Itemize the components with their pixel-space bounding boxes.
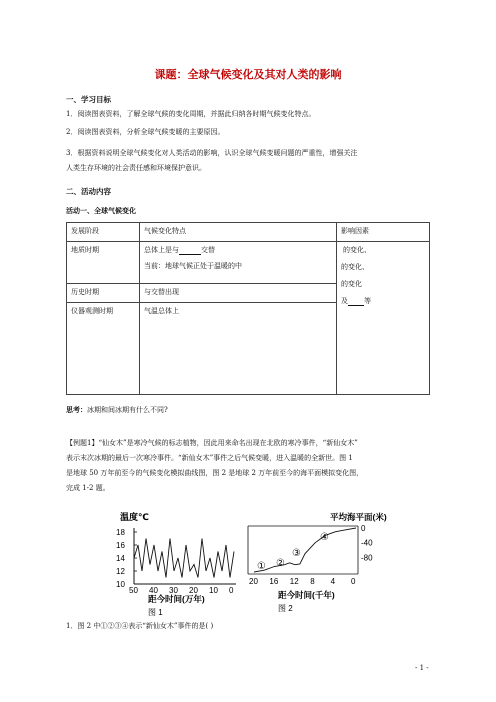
- table-cell-feature: 与交替出现: [140, 284, 337, 303]
- table-header-cell: 影响因素: [337, 223, 430, 242]
- fig2-ytick-label: -80: [361, 553, 373, 563]
- table-header-cell: 气候变化特点: [140, 223, 337, 242]
- fig1-xtick-label: 50: [129, 586, 138, 595]
- figure-1-chart: [114, 508, 244, 618]
- feature-text: 总体上是与: [144, 246, 179, 254]
- example-line: 表示末次冰期的最后一次寒冷事件。“新仙女木”事件之后气候变暖，进入温暖的全新世。图 1: [66, 454, 353, 462]
- factor-text: 及: [341, 297, 348, 305]
- example-text: [66, 436, 450, 496]
- table-row: [67, 242, 430, 284]
- fill-blank: [348, 297, 364, 306]
- think-prompt: [66, 404, 168, 416]
- fig2-caption: 图 2: [278, 604, 293, 613]
- factor-text: 的变化、: [341, 263, 369, 271]
- fig2-xticks: [249, 577, 356, 586]
- fig2-marker-label: ④: [320, 532, 329, 543]
- fig2-marker-label: ②: [276, 558, 285, 569]
- table-cell-stage: 地质时期: [67, 242, 140, 284]
- think-label: 思考：: [66, 405, 87, 414]
- fig2-xtick-label: 8: [310, 577, 315, 586]
- fig1-ytick-label: 18: [116, 528, 125, 537]
- fig1-xtick-label: 30: [169, 586, 178, 595]
- factor-text: 等: [364, 297, 371, 305]
- fig1-ytick-label: 12: [116, 567, 125, 576]
- section-heading-activity: 二、活动内容: [66, 187, 111, 196]
- fill-blank: [179, 246, 201, 255]
- table-header-row: [67, 223, 430, 242]
- fig1-temperature-line: [134, 539, 234, 578]
- fig1-ytick-label: 14: [116, 554, 125, 563]
- fig2-ytick-label: -40: [361, 538, 373, 548]
- goal-3: 3．根据资料说明全球气候变化对人类活动的影响，认识全球气候变暖问题的严重性，增强关注: [66, 149, 358, 157]
- activity-one-heading: 活动一、全球气候变化: [66, 207, 136, 215]
- fig1-xtick-label: 0: [229, 586, 234, 595]
- table-header-cell: 发展阶段: [67, 223, 140, 242]
- factor-text: 的变化、: [343, 246, 371, 254]
- feature-text: 当前：地球气候正处于温暖的中: [144, 262, 242, 270]
- question-1: 1．图 2 中①②③④表示“新仙女木”事件的是( ): [66, 622, 214, 630]
- example-line: 【例题1】“仙女木”是寒冷气候的标志植物，因此用来命名出现在北欧的寒冷事件，“新仙女木”: [66, 439, 358, 447]
- fig2-xtick-label: 16: [269, 577, 279, 586]
- example-line: 完成 1-2 题。: [66, 484, 110, 492]
- fig2-xtick-label: 12: [289, 577, 299, 586]
- page-number: - 1 -: [415, 664, 429, 672]
- fig2-xtick-label: 0: [351, 577, 356, 586]
- fig1-xtick-label: 20: [189, 586, 198, 595]
- fig2-markers: [257, 532, 329, 572]
- think-text: 冰期和间冰期有什么不同?: [87, 406, 168, 414]
- table-cell-feature: [140, 242, 337, 284]
- fig1-xlabel: 距今时间(万年): [148, 594, 205, 604]
- table-cell-feature: 气温总体上: [140, 303, 337, 395]
- factor-text: 的变化: [341, 280, 362, 288]
- fig2-xtick-label: 20: [249, 577, 258, 586]
- fig1-caption: 图 1: [148, 608, 163, 617]
- table-cell-stage: 历史时期: [67, 284, 140, 303]
- example-line: 是地球 50 万年前至今的气候变化模拟曲线图，图 2 是地球 2 万年前至今的海平面模拟变化图，: [66, 469, 364, 477]
- fig2-marker-label: ③: [292, 548, 301, 559]
- climate-table: [66, 222, 430, 395]
- page-title: 课题：全球气候变化及其对人类的影响: [154, 68, 342, 81]
- fig1-xtick-label: 40: [149, 586, 158, 595]
- fig2-xlabel: 距今时间(千年): [278, 590, 335, 600]
- fig2-marker-label: ①: [257, 561, 266, 572]
- fig2-sealevel-line: [254, 528, 356, 572]
- fig1-ytick-label: 16: [116, 541, 125, 550]
- figure-2-chart: [240, 510, 390, 618]
- fig1-ytick-label: 10: [116, 580, 125, 589]
- fig2-yticks: [361, 524, 373, 562]
- goal-1: 1．阅读图表资料，了解全球气候的变化周期，并据此归纳各时期气候变化特点。: [66, 110, 316, 118]
- fig2-ytick-label: 0: [361, 524, 366, 533]
- table-cell-factors: [337, 242, 430, 395]
- fig2-xtick-label: 4: [330, 577, 336, 586]
- fig1-ylabel: 温度℃: [120, 512, 149, 522]
- goal-3-cont: 人类生存环境的社会责任感和环境保护意识。: [66, 164, 206, 172]
- fig1-xtick-label: 10: [209, 586, 218, 595]
- section-heading-goals: 一、学习目标: [66, 95, 111, 104]
- table-cell-stage: 仪器观测时期: [67, 303, 140, 395]
- goal-2: 2．阅读图表资料，分析全球气候变暖的主要原因。: [66, 128, 225, 136]
- feature-text: 交替: [201, 246, 215, 254]
- fig2-title: 平均海平面(米): [330, 512, 387, 522]
